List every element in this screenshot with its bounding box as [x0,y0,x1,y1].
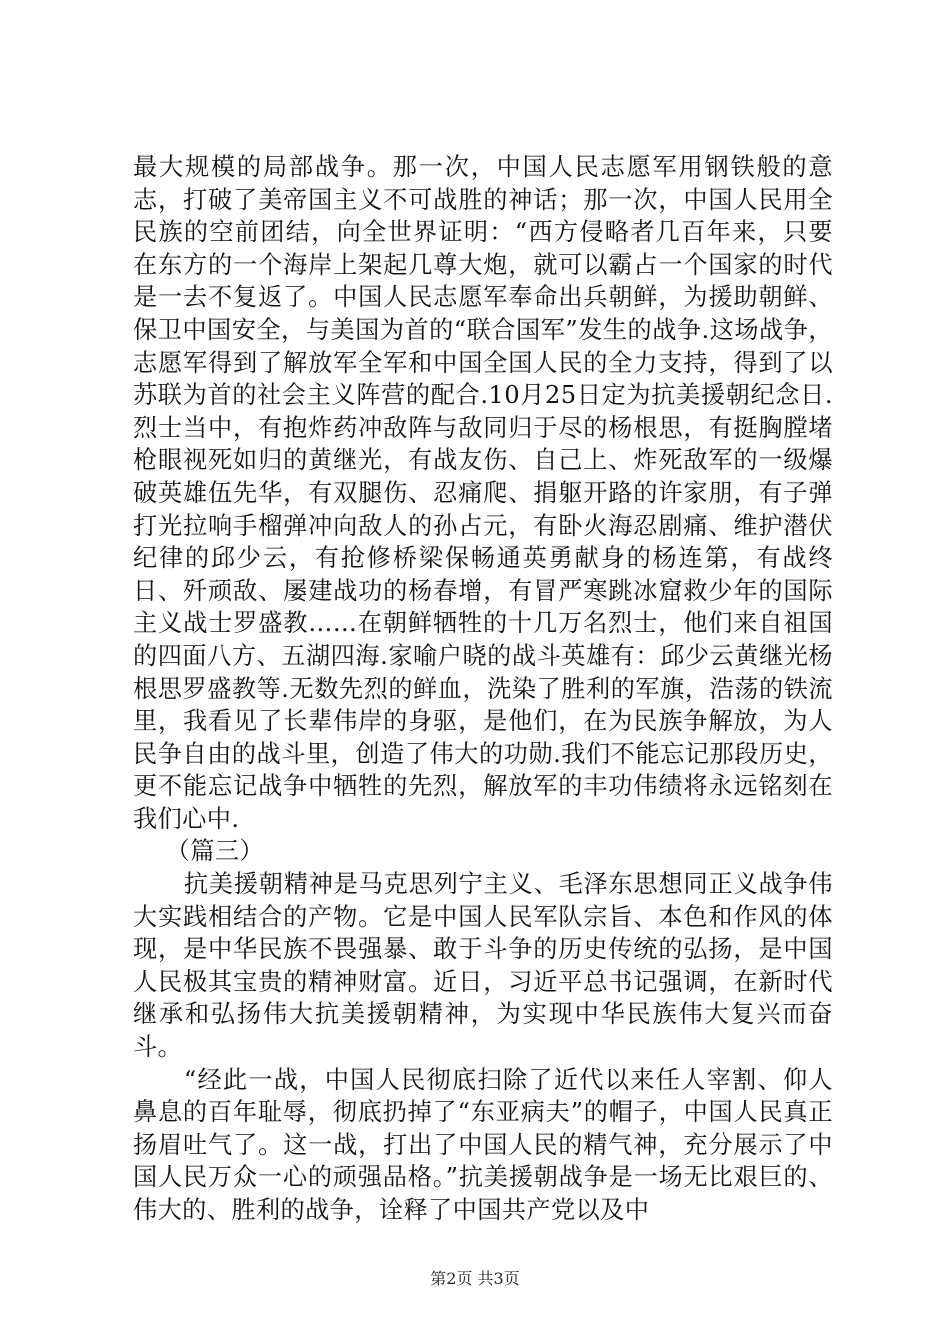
paragraph-continued: 最大规模的局部战争。那一次，中国人民志愿军用钢铁般的意志，打破了美帝国主义不可战胜的神话；那一次，中国人民用全民族的空前团结，向全世界证明：“西方侵略者几百年来，只要在东方的一个海岸上架起几尊大炮，就可以霸占一个国家的时代是一去不复返了。中国人民志愿军奉命出兵朝鲜，为援助朝鲜、保卫中国安全，与美国为首的“联合国军”发生的战争.这场战争，志愿军得到了解放军全军和中国全国人民的全力支持，得到了以苏联为首的社会主义阵营的配合.10月25日定为抗美援朝纪念日.烈士当中，有抱炸药冲敌阵与敌同归于尽的杨根思，有挺胸膛堵枪眼视死如归的黄继光，有战友伤、自己上、炸死敌军的一级爆破英雄伍先华，有双腿伤、忍痛爬、捐躯开路的许家朋，有子弹打光拉响手榴弹冲向敌人的孙占元，有卧火海忍剧痛、维护潜伏纪律的邱少云，有抢修桥梁保畅通英勇献身的杨连第，有战终日、歼顽敌、屡建战功的杨春增，有冒严寒跳冰窟救少年的国际主义战士罗盛教……在朝鲜牺牲的十几万名烈士，他们来自祖国的四面八方、五湖四海.家喻户晓的战斗英雄有：邱少云黄继光杨根思罗盛教等.无数先烈的鲜血，洗染了胜利的军旗，浩荡的铁流里，我看见了长辈伟岸的身驱，是他们，在为民族争解放，为人民争自由的战斗里，创造了伟大的功勋.我们不能忘记那段历史，更不能忘记战争中牺牲的先烈，解放军的丰功伟绩将永远铭刻在我们心中. [133,153,833,833]
paragraph-quote: “经此一战，中国人民彻底扫除了近代以来任人宰割、仰人鼻息的百年耻辱，彻底扔掉了“东亚病夫”的帽子，中国人民真正扬眉吐气了。这一战，打出了中国人民的精气神，充分展示了中国人民万众一心的顽强品格。”抗美援朝战争是一场无比艰巨的、伟大的、胜利的战争，诠释了中国共产党以及中 [133,1065,833,1224]
page-number-footer: 第2页 共3页 [430,1269,520,1288]
paragraph-spirit: 抗美援朝精神是马克思列宁主义、毛泽东思想同正义战争伟大实践相结合的产物。它是中国人民军队宗旨、本色和作风的体现，是中华民族不畏强暴、敢于斗争的历史传统的弘扬，是中国人民极其宝贵的精神财富。近日，习近平总书记强调，在新时代继承和弘扬伟大抗美援朝精神，为实现中华民族伟大复兴而奋斗。 [133,870,833,1062]
section-heading: （篇三） [165,837,265,866]
document-body [133,151,833,1227]
